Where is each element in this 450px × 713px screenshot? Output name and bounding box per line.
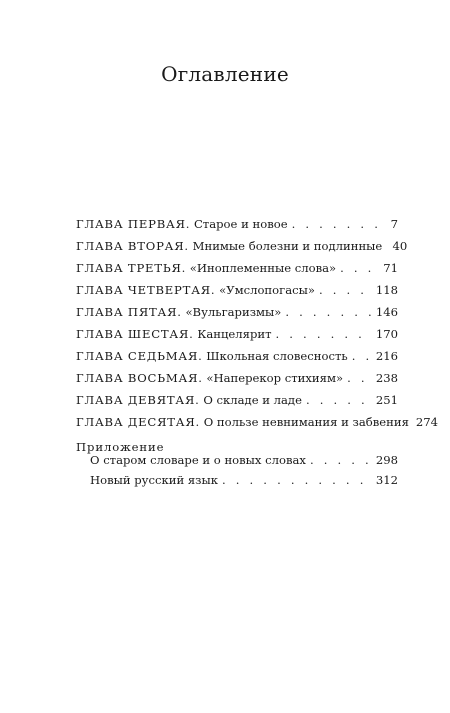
toc-entry-chapter-9 xyxy=(76,389,398,411)
toc-entry-chapter-6 xyxy=(76,323,398,345)
page-number: 146 xyxy=(375,305,398,319)
page-number: 216 xyxy=(375,349,398,363)
chapter-label: ГЛАВА СЕДЬМАЯ. xyxy=(76,349,203,363)
page-number: 251 xyxy=(375,393,398,407)
dot-leader xyxy=(222,470,373,490)
toc-entry-appendix-2 xyxy=(90,470,398,490)
appendix-item-title: О старом словаре и о новых словах xyxy=(90,453,306,467)
chapter-title: «Умслопогасы» xyxy=(219,283,315,297)
page-title: Оглавление xyxy=(161,62,289,86)
page-number: 312 xyxy=(375,473,398,487)
dot-leader xyxy=(340,257,377,279)
dot-leader xyxy=(276,323,373,345)
dot-leader xyxy=(310,450,373,470)
appendix-list xyxy=(90,450,398,490)
chapter-label: ГЛАВА ПЯТАЯ. xyxy=(76,305,182,319)
toc-entry-chapter-4 xyxy=(76,279,398,301)
toc-entry-chapter-3 xyxy=(76,257,398,279)
toc-entry-chapter-2 xyxy=(76,235,408,257)
chapter-label: ГЛАВА ПЕРВАЯ. xyxy=(76,217,191,231)
chapter-label: ГЛАВА ДЕСЯТАЯ. xyxy=(76,415,201,429)
page-number: 170 xyxy=(375,327,398,341)
toc-entry-chapter-7 xyxy=(76,345,398,367)
toc-entry-chapter-1 xyxy=(76,213,398,235)
dot-leader xyxy=(352,345,373,367)
page-number: 40 xyxy=(392,239,408,253)
chapter-label: ГЛАВА ВТОРАЯ. xyxy=(76,239,189,253)
chapter-title: Старое и новое xyxy=(193,217,288,231)
chapter-label: ГЛАВА ЧЕТВЕРТАЯ. xyxy=(76,283,216,297)
chapter-label: ГЛАВА ТРЕТЬЯ. xyxy=(76,261,187,275)
chapter-title: «Наперекор стихиям» xyxy=(206,371,344,385)
toc-entry-chapter-10 xyxy=(76,411,439,433)
page-number: 7 xyxy=(390,217,398,231)
dot-leader xyxy=(285,301,372,323)
toc-entry-appendix-1 xyxy=(90,450,398,470)
chapter-title: Канцелярит xyxy=(197,327,272,341)
chapter-title: Мнимые болезни и подлинные xyxy=(192,239,383,253)
page-number: 238 xyxy=(375,371,398,385)
dot-leader xyxy=(292,213,377,235)
dot-leader xyxy=(347,367,373,389)
toc-entry-chapter-5 xyxy=(76,301,398,323)
table-of-contents xyxy=(76,213,439,433)
appendix-item-title: Новый русский язык xyxy=(90,473,218,487)
page-number: 118 xyxy=(375,283,398,297)
chapter-title: О пользе невнимания и забвения xyxy=(203,415,409,429)
page-number: 274 xyxy=(415,415,439,429)
appendix-heading: Приложение xyxy=(76,440,165,454)
chapter-title: Школьная словесность xyxy=(206,349,348,363)
dot-leader xyxy=(319,279,373,301)
page-number: 71 xyxy=(383,261,398,275)
chapter-label: ГЛАВА ШЕСТАЯ. xyxy=(76,327,194,341)
chapter-title: О складе и ладе xyxy=(203,393,302,407)
chapter-label: ГЛАВА ВОСЬМАЯ. xyxy=(76,371,203,385)
chapter-title: «Вульгаризмы» xyxy=(185,305,282,319)
page-number: 298 xyxy=(375,453,398,467)
chapter-label: ГЛАВА ДЕВЯТАЯ. xyxy=(76,393,200,407)
toc-entry-chapter-8 xyxy=(76,367,398,389)
chapter-title: «Иноплеменные слова» xyxy=(189,261,337,275)
dot-leader xyxy=(306,389,373,411)
